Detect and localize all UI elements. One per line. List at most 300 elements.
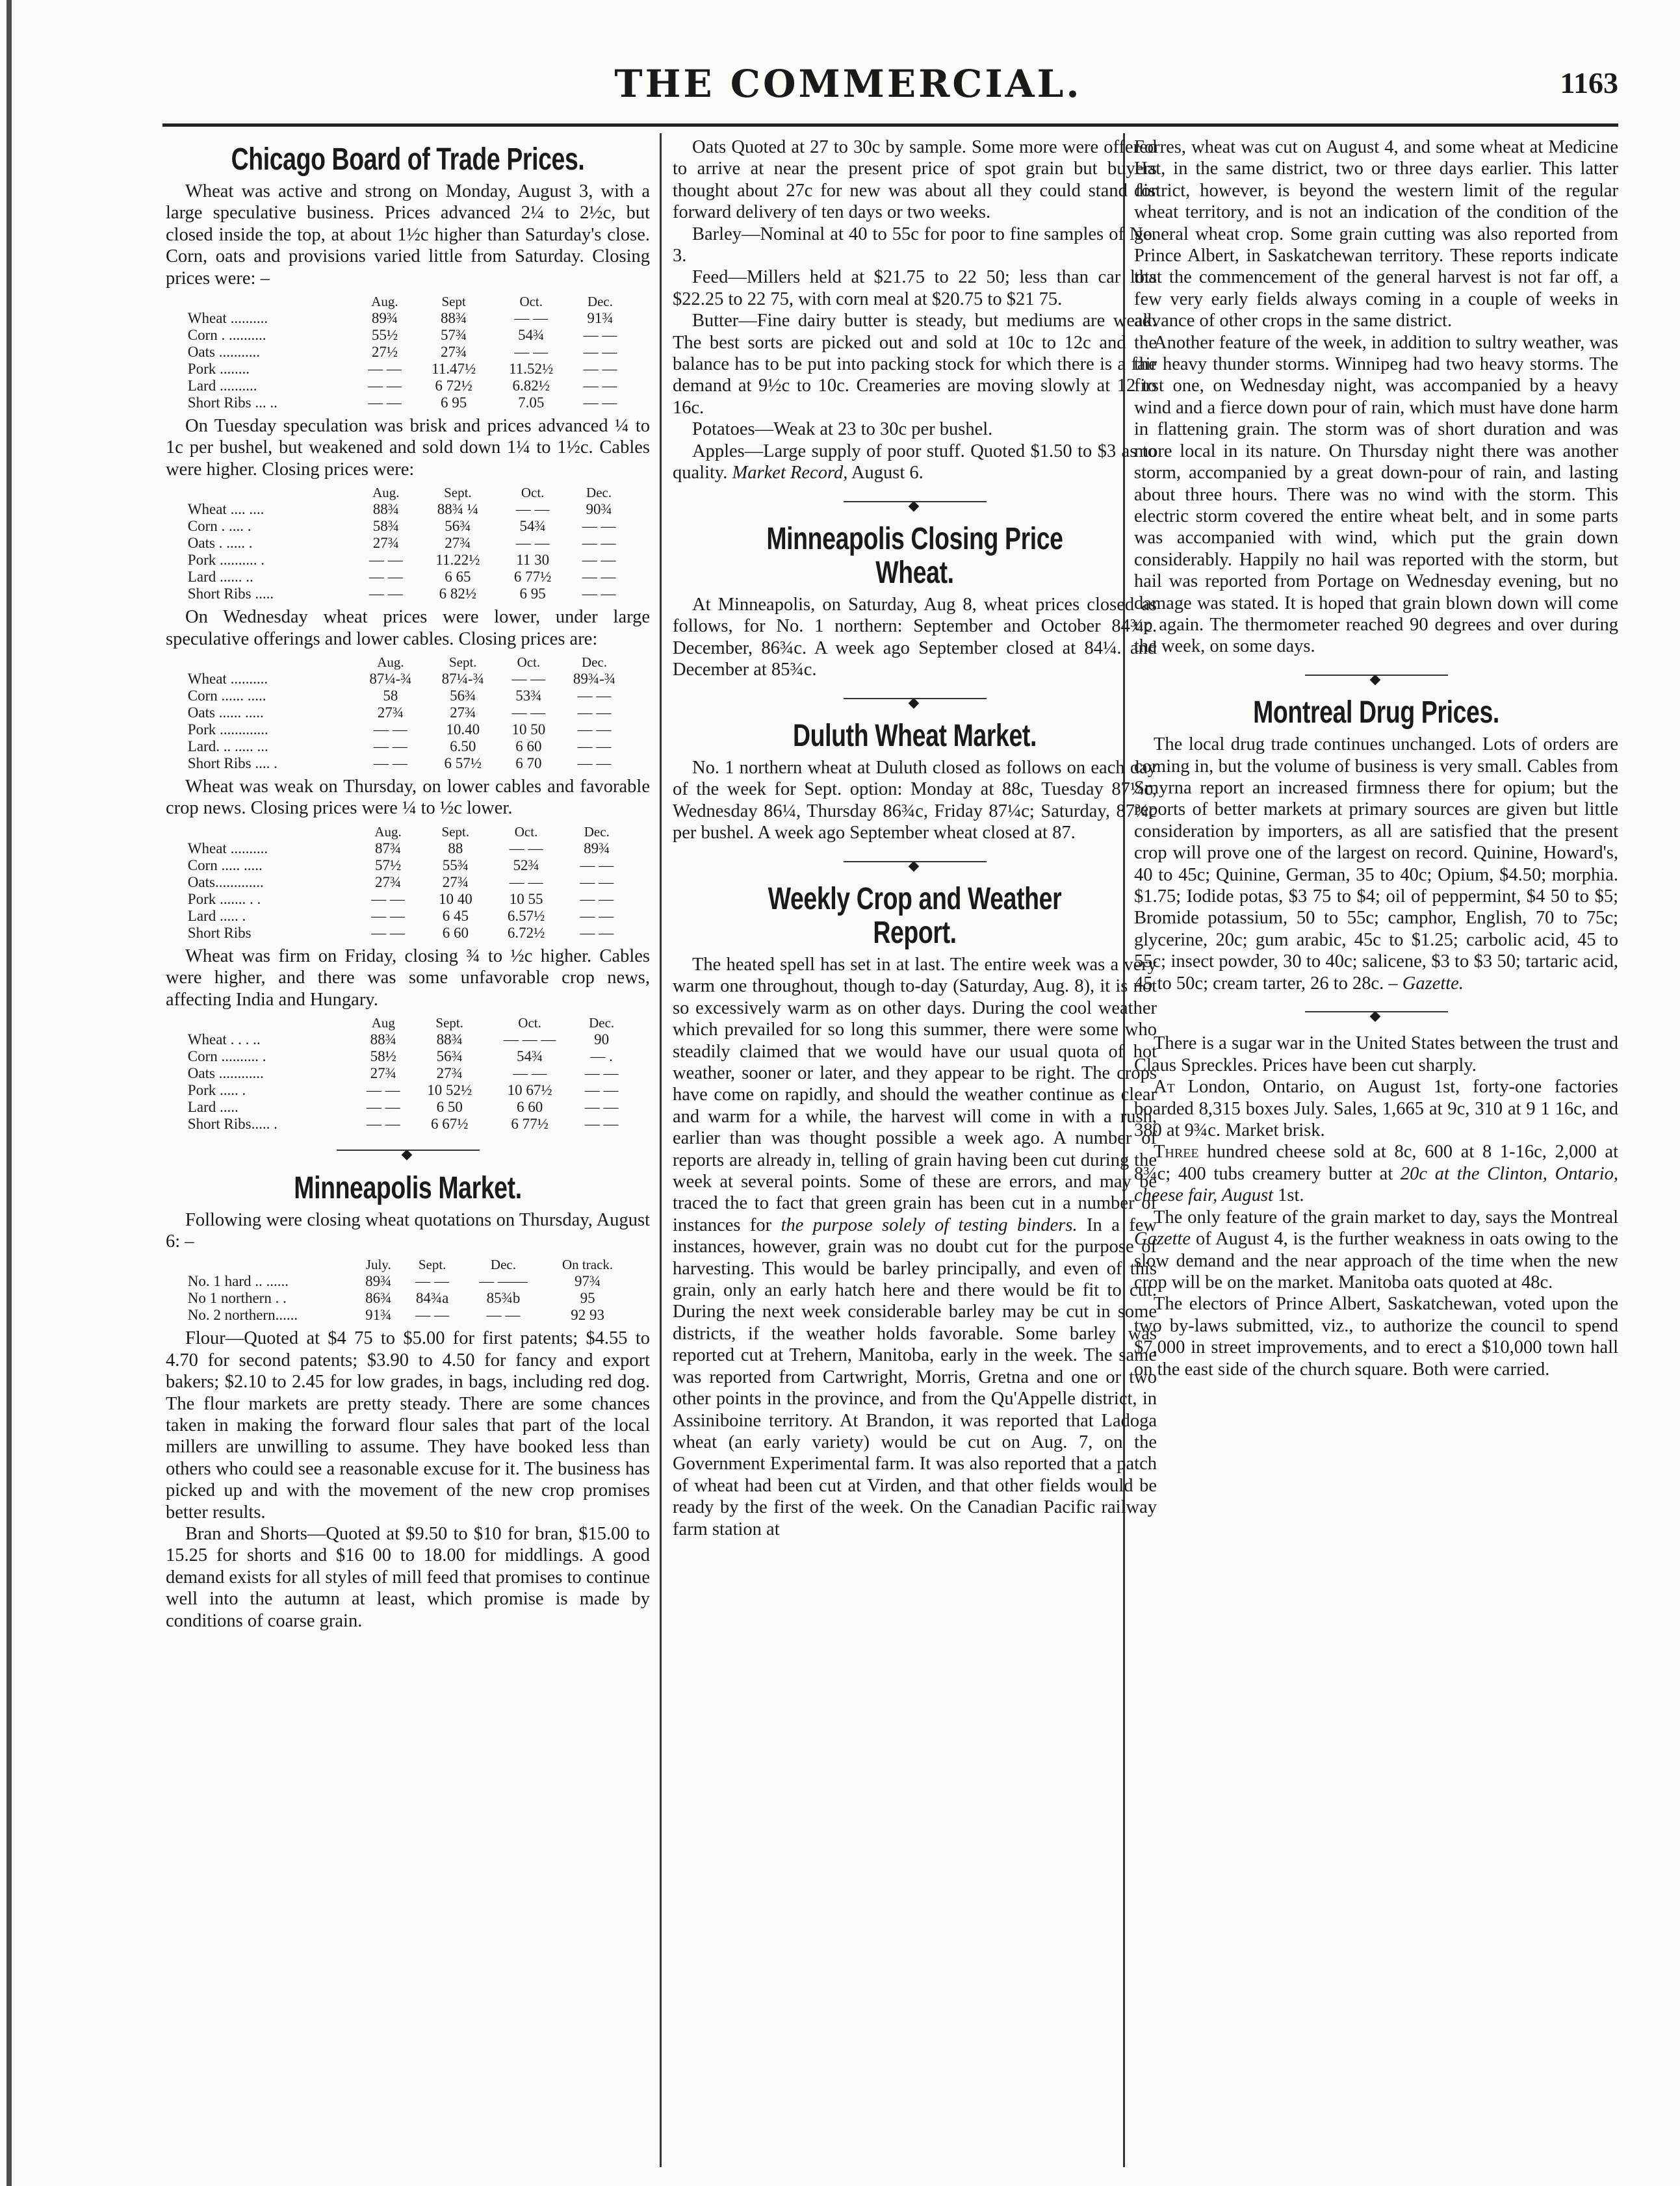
table-row	[185, 688, 630, 704]
emphasis: the purpose solely of testing binders.	[781, 1215, 1078, 1235]
price-cell: 92 93	[571, 1307, 604, 1324]
price-table	[185, 484, 630, 602]
price-cell: 85¾b	[486, 1290, 521, 1307]
column-header: Dec.	[490, 1257, 516, 1273]
price-cell: — —	[366, 1099, 400, 1116]
price-cell: 97¾	[574, 1273, 601, 1290]
table-row	[185, 1065, 630, 1082]
price-cell: — —	[580, 890, 614, 907]
table-row	[185, 518, 630, 535]
price-cell: — —	[371, 924, 405, 941]
column-3	[1134, 136, 1618, 2164]
price-cell: 56¾	[450, 688, 476, 704]
column-header: Dec.	[587, 294, 613, 310]
price-cell: — —	[368, 361, 402, 378]
paragraph	[1134, 1207, 1618, 1294]
price-cell: 88¾	[441, 310, 467, 327]
price-table	[185, 293, 630, 411]
price-cell: 10 52½	[427, 1082, 472, 1099]
price-cell: 6 50	[436, 1099, 463, 1116]
paragraph: On Wednesday wheat prices were lower, under large speculative offerings and lower cables. Closing prices are:	[166, 607, 650, 649]
price-cell: 55½	[371, 327, 398, 344]
price-cell: 7.05	[518, 394, 545, 411]
price-cell: — —	[368, 585, 403, 602]
paragraph: At Minneapolis, on Saturday, Aug 8, wheat prices closed as follows, for No. 1 northern: September and October 84¾c. December, 86¾c. A week ago September closed at 84¼. and December at 85¾c.	[673, 594, 1157, 680]
column-header: Dec.	[586, 485, 612, 501]
price-cell: 6 60	[516, 1099, 543, 1116]
table-row	[185, 378, 630, 394]
price-cell: — —	[515, 501, 550, 518]
price-cell: — —	[515, 535, 550, 552]
price-cell: — —	[368, 378, 402, 394]
table-row	[185, 1307, 630, 1324]
price-cell: 54¾	[516, 1048, 543, 1065]
credit-date: August 6.	[851, 463, 924, 483]
price-cell: — —	[368, 552, 403, 569]
price-cell: 87¾	[374, 840, 402, 856]
price-cell: — —	[583, 344, 617, 361]
table-row	[185, 1273, 630, 1290]
commodity-label: Short Ribs..... .	[187, 1116, 278, 1133]
price-cell: 6 60	[442, 924, 469, 941]
paragraph: The electors of Prince Albert, Saskatchewan, voted upon the two by-laws submitted, viz., to authorize the council to spend $7,000 in street improvements, and to erect a $10,000 town hall on the east side of the church square. Both were carried.	[1134, 1294, 1618, 1380]
table-row	[185, 344, 630, 361]
table-row	[185, 925, 630, 942]
price-cell: — —	[374, 755, 407, 772]
price-cell: 6 57½	[444, 755, 482, 772]
column-header: Oct.	[517, 654, 541, 671]
price-cell: 11.47½	[432, 361, 476, 378]
article-heading: Minneapolis Closing Price Wheat.	[766, 521, 1063, 590]
header-rule	[162, 123, 1618, 127]
source-credit: Gazette.	[1402, 973, 1464, 994]
price-cell: 52¾	[513, 856, 539, 873]
column-header	[185, 484, 354, 501]
price-cell: 90	[594, 1031, 610, 1048]
price-cell: 90¾	[586, 501, 612, 518]
column-header: Sept	[441, 294, 466, 310]
column-header: Oct.	[518, 1015, 541, 1031]
table-row	[185, 552, 630, 569]
price-cell: 58½	[370, 1048, 396, 1065]
price-cell: 6 72½	[435, 378, 472, 394]
commodity-label: Wheat ..........	[187, 671, 268, 688]
price-cell: — —	[582, 518, 616, 535]
price-cell: 54¾	[519, 518, 546, 535]
masthead	[78, 62, 1618, 114]
table-header-row	[185, 484, 630, 501]
section-separator: ◆	[166, 1142, 650, 1164]
paragraph: Bran and Shorts—Quoted at $9.50 to $10 for bran, $15.00 to 15.25 for shorts and $16 00 to 18.00 for middlings. A good demand exists for all styles of mill feed that promises to continue well into the autumn at least, which promise is made by conditions of coarse grain.	[166, 1523, 650, 1631]
price-cell: — —	[580, 907, 614, 924]
paragraph: Flour—Quoted at $4 75 to $5.00 for first patents; $4.55 to 4.70 for second patents; $3.90 to 4.50 for fancy and export bakers; $2.10 to 2.45 for low grades, in bags, including red dog. The flour markets are pretty steady. There are some chances taken in making the forward flour sales that part of the local millers are unwilling to assume. They have booked less than others who could see a reasonable excuse for it. The business has picked up and with the movement of the new crop promises better results.	[166, 1328, 650, 1523]
price-cell: 10 55	[509, 890, 543, 907]
commodity-label: Pork .............	[187, 721, 268, 738]
paragraph-text: The heated spell has set in at last. The entire week was a very warm one throughout, though to-day (Saturday, Aug. 8), it is not so excessively warm as on other days. During the cool weather which prevailed for so long this summer, there were some who steadily claimed that we would have our usual quota of hot weather, sooner or later, and they appear to be right. The crops have come on rapidly, and should the weather continue as clear and warm for a while, the harvest will come in with a rush, earlier than was thought possible a week ago. A number of reports are already in, telling of grain having been cut during the week at several points. Some of these are errors, and may be traced the to fact that green grain has been cut in a number of instances for	[673, 954, 1157, 1235]
price-cell: — .	[590, 1048, 613, 1065]
price-cell: — —	[582, 585, 616, 602]
price-cell: 6 65	[445, 569, 471, 585]
column-header: Sept.	[418, 1257, 446, 1273]
section-separator: ◆	[1134, 1003, 1618, 1026]
table-row	[185, 1031, 630, 1048]
table-row	[185, 585, 630, 602]
price-cell: — —	[415, 1307, 449, 1324]
table-row	[185, 755, 630, 772]
price-cell: — —	[584, 1082, 619, 1099]
table-header-row	[185, 654, 630, 671]
price-cell: — —	[577, 688, 612, 704]
paragraph: On Tuesday speculation was brisk and prices advanced ¼ to 1c per bushel, but weakened and sold down 1¼ to 1½c. Cables were higher. Closing prices were:	[166, 416, 650, 480]
paragraph: Wheat was active and strong on Monday, August 3, with a large speculative business. Prices advanced 2¼ to 2½c, but closed inside the top, at about 1½c higher than Saturday's close. Corn, oats and provisions varied little from Saturday. Closing prices were: –	[166, 181, 650, 289]
price-cell: 6 82½	[439, 585, 477, 602]
price-cell: — —	[584, 1099, 619, 1116]
commodity-label: Corn ...... .....	[187, 688, 266, 704]
table-row	[185, 1290, 630, 1307]
column-header	[185, 823, 354, 840]
price-cell: — —	[511, 704, 546, 721]
price-cell: — —	[580, 856, 614, 873]
price-cell: — —	[583, 327, 617, 344]
table-row	[185, 501, 630, 518]
commodity-label: Short Ribs	[187, 924, 252, 941]
emphasis: Gazette	[1134, 1229, 1191, 1250]
table-row	[185, 891, 630, 908]
price-cell: 27¾	[370, 1065, 396, 1082]
column-header: Aug.	[377, 654, 404, 671]
column-header: Sept.	[448, 654, 477, 671]
paragraph-text: hundred cheese sold at 8c, 600 at 8 1-16c, 2,000 at 8¾c; 400 tubs creamery butter at	[1134, 1142, 1618, 1184]
emphasis: 20c at the Clinton, Ontario, cheese fair, August	[1134, 1163, 1618, 1206]
paragraph: Feed—Millers held at $21.75 to 22 50; less than car lots $22.25 to 22 75, with corn meal at $20.75 to $21 75.	[673, 267, 1157, 309]
price-cell: 54¾	[518, 327, 545, 344]
article-heading: Minneapolis Market.	[294, 1170, 522, 1205]
price-cell: 10 50	[511, 721, 546, 738]
page-number: 1163	[1560, 66, 1618, 99]
price-table	[185, 1256, 630, 1324]
price-cell: 11 30	[516, 552, 550, 569]
commodity-label: Pork ....... . .	[187, 890, 261, 907]
column-header: Sept.	[444, 485, 472, 501]
table-row	[185, 394, 630, 411]
paragraph: Another feature of the week, in addition to sultry weather, was the heavy thunder storms. Winnipeg had two heavy storms. The first one, on Wednesday night, was accompanied by a heavy wind and a fierce down pour of rain, which must have done harm in flattening grain. The storm was of short duration and was more local in its nature. On Thursday night there was another storm, accompanied by a great down-pour of rain, and lasting about three hours. There was no wind with the storm. This electric storm covered the entire wheat belt, and in some parts was accompanied with wind, which put the grain down considerably. Happily no hail was reported with the storm, but hail was reported from Portage on Wednesday evening, but no damage was stated. It is hoped that grain blown down will come up again. The thermometer reached 90 degrees and over during the week, on some days.	[1134, 332, 1618, 657]
column-header: July.	[365, 1257, 391, 1273]
column-header	[185, 293, 354, 310]
price-cell: 27¾	[442, 873, 469, 890]
price-cell: — —	[371, 890, 405, 907]
column-header	[185, 1256, 354, 1273]
price-cell: 27¾	[445, 535, 471, 552]
commodity-label: Short Ribs ... ..	[187, 394, 278, 411]
paragraph-text: The local drug trade continues unchanged. Lots of orders are coming in, but the volume of business is very small. Cables from Smyrna report an increased firmness there for opium; but the reports of better markets at primary sources are given but little consideration by importers, as all are satisfied that the present crop will prove one of the largest on record. Quinine, Howard's, 40 to 45c; Quinine, German, 35 to 40c; Opium, $4.50; morphia. $1.75; Iodide potas, $3 75 to $4; oil of peppermint, $4 50 to $5; Bromide potassium, 50 to 55c; camphor, English, 70 to 75c; glycerine, 20c; gum arabic, 45c to $1.25; carbolic acid, 45 to 55c; insect powder, 30 to 40c; salicene, $3 to $3 50; tartaric acid, 45 to 50c; cream tarter, 26 to 28c. –	[1134, 734, 1618, 994]
commodity-label: Lard. .. ..... ...	[187, 738, 268, 755]
commodity-label: Oats ............	[187, 1065, 264, 1082]
table-header-row	[185, 1014, 630, 1031]
paragraph: No. 1 northern wheat at Duluth closed as follows on each day of the week for Sept. option: Monday at 88c, Tuesday 87¼c, Wednesday 86¼, Thursday 86¾c, Friday 87¼c; Saturday, 87¾c per bushel. A week ago September wheat closed at 87.	[673, 757, 1157, 843]
price-cell: — —	[366, 1116, 400, 1133]
article-heading: Montreal Drug Prices.	[1253, 695, 1499, 730]
price-cell: 10.40	[446, 721, 480, 738]
price-cell: 27½	[371, 344, 398, 361]
table-row	[185, 840, 630, 857]
commodity-label: Lard ..... .	[187, 907, 246, 924]
article-heading: Weekly Crop and Weather Report.	[768, 881, 1062, 950]
table-row	[185, 857, 630, 874]
commodity-label: Pork ........	[187, 361, 250, 378]
commodity-label: No. 1 hard .. ......	[187, 1273, 289, 1290]
column-2	[673, 136, 1157, 2164]
commodity-label: Wheat ..........	[187, 840, 268, 856]
table-row	[185, 908, 630, 925]
commodity-label: Oats . ..... .	[187, 535, 253, 552]
price-cell: 27¾	[436, 1065, 463, 1082]
price-cell: 88¾ ¼	[437, 501, 479, 518]
price-cell: 56¾	[445, 518, 471, 535]
paragraph-text: 1st.	[1278, 1185, 1304, 1206]
table-row	[185, 874, 630, 891]
commodity-label: No. 2 northern......	[187, 1307, 298, 1324]
price-cell: 6 77½	[513, 569, 552, 585]
price-cell: 27¾	[372, 535, 399, 552]
price-cell: — —	[577, 738, 612, 755]
price-cell: 53¾	[515, 688, 542, 704]
price-cell: — —	[366, 1082, 400, 1099]
column-header: Oct.	[521, 485, 545, 501]
paragraph-text: Apples—Large supply of poor stuff. Quoted $1.50 to $3 as to quality.	[673, 441, 1157, 483]
price-cell: — —	[583, 394, 617, 411]
column-header: Aug.	[372, 485, 400, 501]
price-cell: 91¾	[365, 1307, 392, 1324]
price-cell: 87¼-¾	[369, 671, 412, 688]
table-row	[185, 361, 630, 378]
commodity-label: Corn . .... .	[187, 518, 252, 535]
column-1	[166, 136, 650, 2164]
column-header: Dec.	[581, 654, 608, 671]
paragraph: Wheat was weak on Thursday, on lower cables and favorable crop news. Closing prices were ¼ to ½c lower.	[166, 777, 650, 819]
table-header-row	[185, 823, 630, 840]
paragraph	[1134, 1141, 1618, 1206]
price-cell: 27¾	[377, 704, 404, 721]
price-cell: 27¾	[441, 344, 467, 361]
paragraph: Barley—Nominal at 40 to 55c for poor to fine samples of No. 3.	[673, 224, 1157, 266]
paragraph-text: The only feature of the grain market to day, says the Montreal	[1154, 1207, 1618, 1228]
column-header: Oct.	[514, 823, 538, 840]
table-row	[185, 535, 630, 552]
price-cell: — —	[415, 1273, 449, 1290]
price-cell: 6 95	[441, 394, 467, 411]
commodity-label: Wheat ..........	[187, 310, 268, 327]
price-cell: 10 67½	[507, 1082, 552, 1099]
paragraph: Potatoes—Weak at 23 to 30c per bushel.	[692, 419, 993, 440]
paragraph-text: London, Ontario, on August 1st, forty-one factories boarded 8,315 boxes July. Sales, 1,665 at 9c, 310 at 9 1 16c, and 380 at 9¾c. Market brisk.	[1134, 1077, 1618, 1141]
price-cell: — —	[368, 394, 402, 411]
price-cell: 6 67½	[430, 1116, 469, 1133]
price-cell: — —	[582, 552, 616, 569]
price-cell: — —	[514, 310, 549, 327]
paragraph	[1134, 734, 1618, 994]
price-cell: 89¾	[584, 840, 610, 856]
commodity-label: Wheat . . . ..	[187, 1031, 261, 1048]
paragraph	[673, 441, 1157, 484]
price-cell: — ——	[479, 1273, 528, 1290]
column-header	[185, 654, 354, 671]
table-row	[185, 569, 630, 585]
price-cell: 6 45	[442, 907, 469, 924]
commodity-label: Short Ribs .....	[187, 585, 274, 602]
commodity-label: Pork ..... .	[187, 1082, 246, 1099]
column-divider	[660, 133, 662, 2167]
price-cell: 6 60	[515, 738, 542, 755]
price-cell: 11.22½	[435, 552, 480, 569]
column-header: Aug.	[374, 823, 402, 840]
source-credit: Market Record,	[732, 463, 848, 483]
price-cell: 11.52½	[509, 361, 554, 378]
table-row	[185, 1048, 630, 1065]
commodity-label: No 1 northern . .	[187, 1290, 287, 1307]
price-cell: 57¾	[441, 327, 467, 344]
section-separator: ◆	[673, 690, 1157, 713]
price-cell: 88¾	[436, 1031, 463, 1048]
price-cell: 10 40	[438, 890, 472, 907]
price-cell: 95	[580, 1290, 595, 1307]
column-header: On track.	[562, 1257, 614, 1273]
price-cell: 6.72½	[507, 924, 545, 941]
commodity-label: Lard .....	[187, 1099, 239, 1116]
price-cell: 6 70	[515, 755, 542, 772]
price-cell: 6 77½	[511, 1116, 549, 1133]
paragraph	[1134, 1076, 1618, 1141]
paragraph	[673, 954, 1157, 1540]
price-cell: — —	[582, 569, 616, 585]
article-heading: Chicago Board of Trade Prices.	[231, 142, 585, 177]
table-row	[185, 738, 630, 755]
lead-word: Three	[1154, 1142, 1199, 1163]
column-header: Oct.	[519, 294, 543, 310]
price-cell: — —	[580, 924, 614, 941]
price-cell: 86¾	[365, 1290, 392, 1307]
price-cell: 87¼-¾	[441, 671, 484, 688]
table-row	[185, 327, 630, 344]
price-cell: — —	[584, 1065, 619, 1082]
price-cell: — —	[583, 361, 617, 378]
price-cell: 55¾	[442, 856, 469, 873]
article-heading: Duluth Wheat Market.	[793, 718, 1037, 753]
price-cell: 89¾-¾	[573, 671, 616, 688]
price-cell: 84¾a	[415, 1290, 449, 1307]
section-separator: ◆	[1134, 667, 1618, 689]
price-cell: — —	[584, 1116, 619, 1133]
price-cell: — —	[374, 721, 407, 738]
table-header-row	[185, 1256, 630, 1273]
commodity-label: Lard ...... ..	[187, 569, 253, 585]
section-separator: ◆	[673, 853, 1157, 876]
price-cell: — —	[580, 873, 614, 890]
table-row	[185, 1116, 630, 1133]
commodity-label: Pork .......... .	[187, 552, 265, 569]
price-cell: — —	[368, 569, 403, 585]
price-cell: — —	[371, 907, 405, 924]
column-header: Dec.	[584, 823, 610, 840]
price-cell: — —	[514, 344, 549, 361]
price-table	[185, 654, 630, 772]
commodity-label: Corn ..... .....	[187, 856, 263, 873]
price-cell: 58¾	[372, 518, 399, 535]
price-cell: — —	[509, 873, 543, 890]
page-edge	[6, 0, 12, 2186]
price-cell: 6.57½	[507, 907, 545, 924]
price-table	[185, 823, 630, 942]
price-cell: 89¾	[365, 1273, 392, 1290]
commodity-label: Wheat .... ....	[187, 501, 265, 518]
paragraph: Wheat was firm on Friday, closing ¾ to ½c higher. Cables were higher, and there was some unfavorable crop news, affecting India and Hungary.	[166, 945, 650, 1010]
price-cell: 6.82½	[512, 378, 550, 394]
price-cell: 56¾	[436, 1048, 463, 1065]
column-header: Sept.	[441, 823, 470, 840]
table-row	[185, 671, 630, 688]
column-header: Sept.	[435, 1015, 463, 1031]
price-cell: 58	[383, 688, 398, 704]
paragraph: Following were closing wheat quotations on Thursday, August 6: –	[166, 1209, 650, 1252]
price-cell: — —	[511, 671, 546, 688]
paragraph: Oats Quoted at 27 to 30c by sample. Some more were offered to arrive at near the present price of spot grain but buyers thought about 27c for new was about all they could stand for forward delivery of ten days or two weeks.	[673, 137, 1157, 223]
table-row	[185, 721, 630, 738]
price-cell: — —	[513, 1065, 547, 1082]
price-cell: — —	[509, 840, 543, 856]
table-header-row	[185, 293, 630, 310]
price-cell: 88	[448, 840, 463, 856]
table-row	[185, 704, 630, 721]
paragraph-text: In a few instances, however, grain was no doubt cut for the purpose of harvesting. This would be barley principally, and even of this grain, only an early hatch here and there would be fit to cut. During the next week considerable barley may be cut in some districts, if the weather holds favorable. Some barley was reported cut at Trehern, Manitoba, early in the week. The same was reported from Cartwright, Morris, Gretna and one or two other points in the province, and from the Qu'Appelle district, in Assiniboine territory. At Brandon, it was reported that Ladoga wheat (an early variety) would be cut on Aug. 7, on the Government Experimental farm. It was also reported that a patch of wheat had been cut at Virden, and that other fields would be ready by the first of the week. On the Canadian Pacific railway farm station at	[673, 1215, 1157, 1539]
price-cell: — —	[577, 704, 612, 721]
price-cell: — —	[577, 721, 612, 738]
commodity-label: Oats ...... .....	[187, 704, 264, 721]
price-cell: — —	[486, 1307, 521, 1324]
lead-word: At	[1154, 1077, 1175, 1098]
section-separator: ◆	[673, 493, 1157, 516]
commodity-label: Lard ..........	[187, 378, 257, 394]
price-cell: — —	[577, 755, 612, 772]
price-cell: — —	[374, 738, 407, 755]
table-row	[185, 310, 630, 327]
commodity-label: Oats ...........	[187, 344, 260, 361]
price-cell: 88¾	[372, 501, 399, 518]
column-header	[185, 1014, 354, 1031]
price-cell: — —	[582, 535, 616, 552]
paragraph: There is a sugar war in the United States between the trust and Claus Spreckles. Prices have been cut sharply.	[1134, 1033, 1618, 1075]
price-cell: 6 95	[519, 585, 546, 602]
price-cell: 27¾	[450, 704, 476, 721]
column-header: Aug.	[371, 294, 398, 310]
newspaper-title: THE COMMERCIAL.	[614, 62, 1082, 106]
commodity-label: Corn . ..........	[187, 327, 266, 344]
commodity-label: Short Ribs .... .	[187, 755, 278, 772]
price-cell: 6.50	[450, 738, 476, 755]
table-row	[185, 1082, 630, 1099]
paragraph-text: of August 4, is the further weakness in oats owing to the slow demand and the near approach of the time when the new crop will be on the market. Manitoba oats quoted at 48c.	[1134, 1229, 1618, 1292]
commodity-label: Oats.............	[187, 873, 264, 890]
price-cell: 27¾	[374, 873, 402, 890]
column-header: Aug	[371, 1015, 395, 1031]
price-table	[185, 1014, 630, 1133]
price-cell: — —	[583, 378, 617, 394]
price-cell: 89¾	[371, 310, 398, 327]
paragraph: Butter—Fine dairy butter is steady, but mediums are weak. The best sorts are picked out and sold at 10c to 12c and the balance has to be put into packing stock for which there is a fair demand at 9½c to 10c. Creameries are moving slowly at 12 to 16c.	[673, 311, 1157, 418]
price-cell: 88¾	[370, 1031, 396, 1048]
price-cell: — — —	[503, 1031, 556, 1048]
commodity-label: Corn .......... .	[187, 1048, 266, 1065]
column-header: Dec.	[589, 1015, 615, 1031]
paragraph: Forres, wheat was cut on August 4, and some wheat at Medicine Hat, in the same district, two or three days earlier. This latter district, however, is beyond the western limit of the regular wheat territory, and is not an indication of the condition of the general wheat crop. Some grain cutting was also reported from Prince Albert, in Saskatchewan territory. These reports indicate that the commencement of the general harvest is not far off, a few very early fields always coming in a couple of weeks in advance of other crops in the same district.	[1134, 137, 1618, 331]
